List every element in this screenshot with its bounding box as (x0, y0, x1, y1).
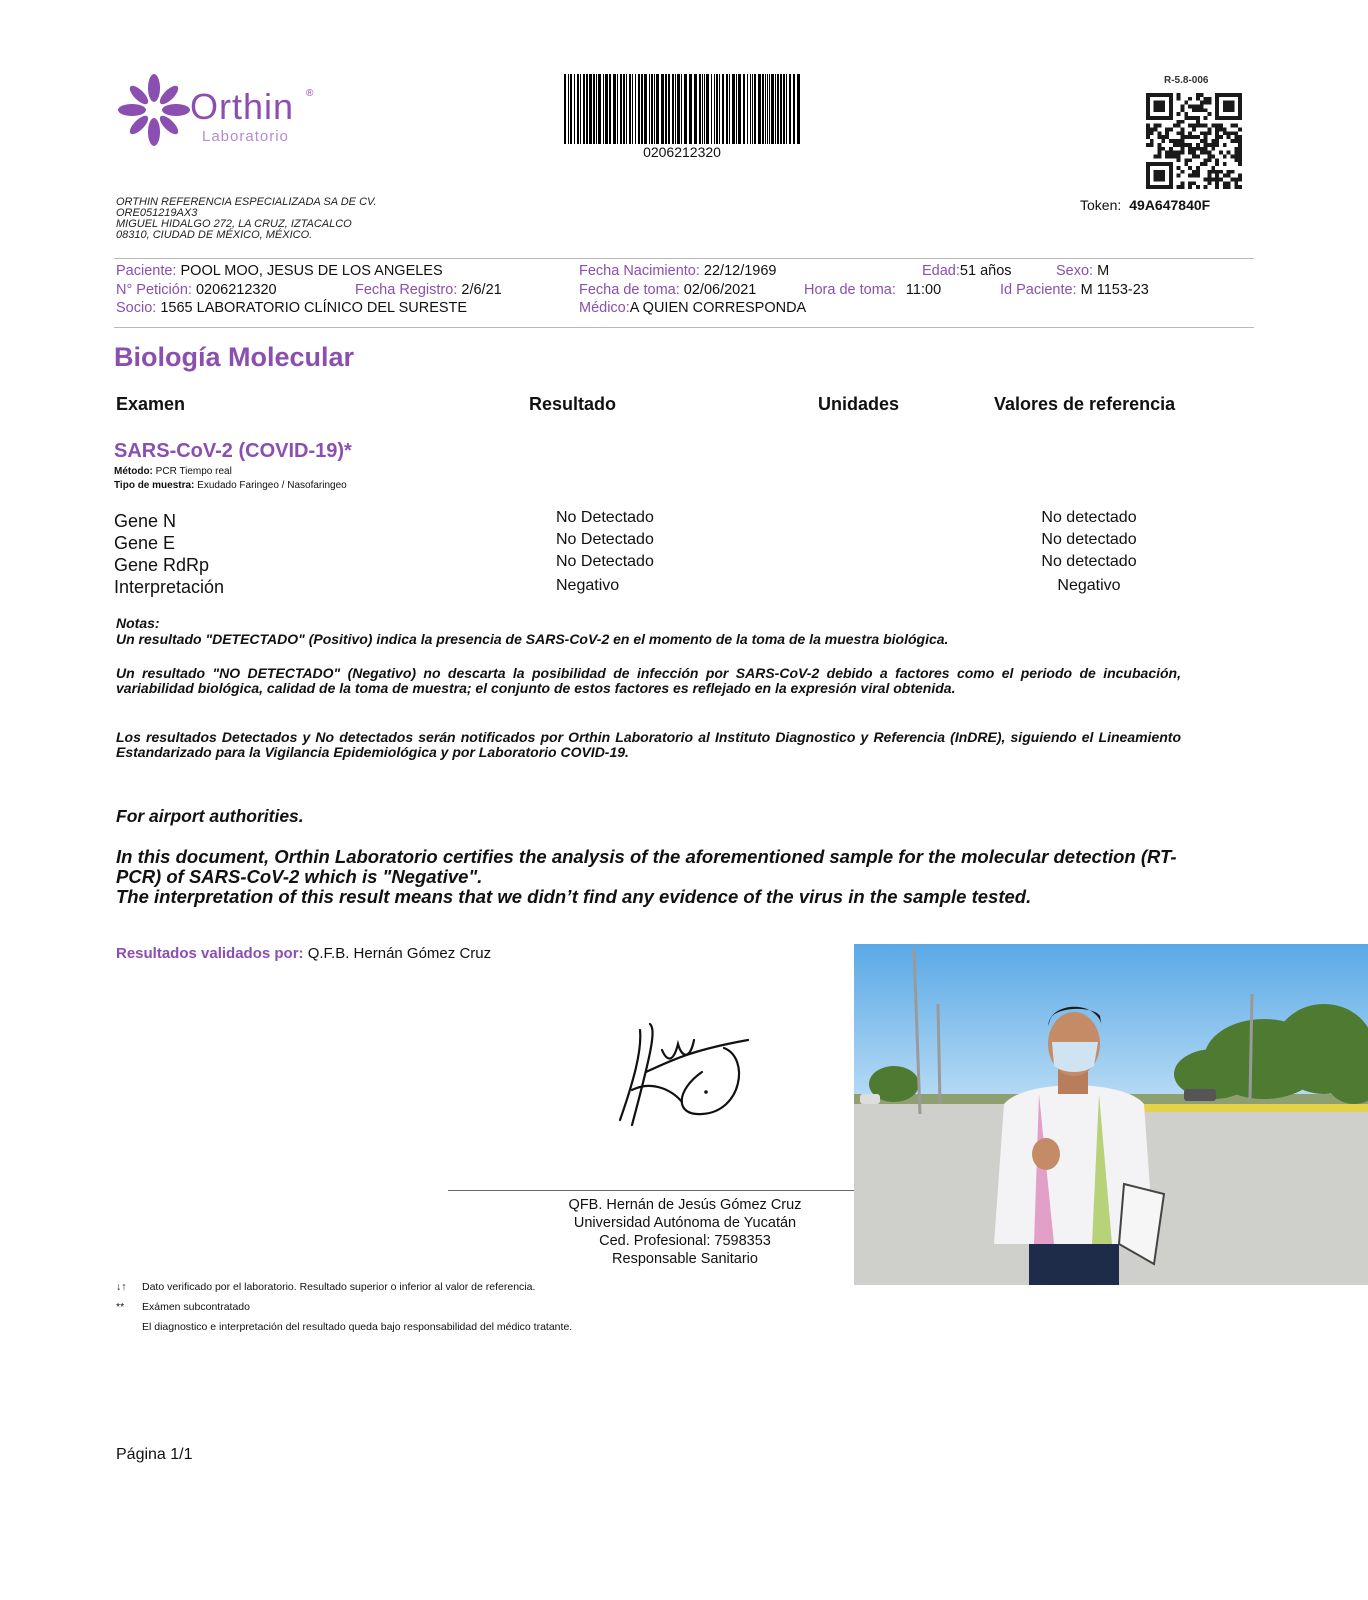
company-name: ORTHIN REFERENCIA ESPECIALIZADA SA DE CV. (116, 196, 377, 208)
token-label: Token: (1080, 197, 1122, 213)
validated-by (116, 945, 491, 962)
footnote-2-text: Exámen subcontratado (142, 1301, 250, 1313)
patient-name-value: POOL MOO, JESUS DE LOS ANGELES (180, 263, 443, 279)
column-header-resultado: Resultado (529, 394, 617, 414)
result-row-value: No Detectado (556, 531, 654, 548)
sample-date-value: 02/06/2021 (683, 282, 757, 298)
signature-line (448, 1190, 856, 1191)
registration-value: 2/6/21 (461, 282, 502, 298)
sample-date (579, 282, 756, 298)
patient-id-value: M 1153-23 (1080, 282, 1149, 298)
sex (1056, 263, 1109, 279)
footnote-2-symbol: ** (116, 1301, 125, 1313)
note-2: Un resultado "NO DETECTADO" (Negativo) no descarta la posibilidad de infección por SARS-CoV-2 debido a factores como el periodo de incubación, variabilidad biológica, calidad de la toma de muestra; el conjunto de estos factores es reflejado en la expresión viral obtenida. (116, 665, 1181, 696)
sample-time-value: 11:00 (905, 282, 942, 298)
doctor-value: A QUIEN CORRESPONDA (629, 300, 807, 316)
petition-value: 0206212320 (195, 282, 277, 298)
sex-label: Sexo: (1056, 263, 1094, 279)
result-row-reference: Negativo (1057, 577, 1121, 594)
registration-date (355, 282, 502, 298)
column-header-examen: Examen (116, 394, 186, 414)
patient-name-label: Paciente: (116, 263, 177, 279)
test-name: SARS-CoV-2 (COVID-19)* (114, 440, 352, 462)
result-row-value: Negativo (556, 577, 620, 594)
test-method-label: Método: (114, 466, 153, 477)
company-rfc: ORE051219AX3 (116, 207, 198, 219)
signer-role: Responsable Sanitario (612, 1251, 758, 1267)
page-number: Página 1/1 (116, 1446, 193, 1463)
petition-number (116, 282, 277, 298)
signer-cedula: Ced. Profesional: 7598353 (599, 1233, 771, 1249)
patient-id (1000, 282, 1149, 298)
logo-wordmark: Orthin (190, 86, 295, 127)
socio-value: 1565 LABORATORIO CLÍNICO DEL SURESTE (160, 300, 468, 316)
logo-subtext: Laboratorio (202, 128, 289, 145)
signer-university: Universidad Autónoma de Yucatán (573, 1215, 797, 1231)
company-address-2: 08310, CIUDAD DE MÉXICO, MÉXICO. (116, 229, 313, 241)
test-method (114, 466, 232, 477)
result-row-name: Gene RdRp (114, 555, 210, 575)
doctor-label: Médico: (579, 300, 630, 316)
token (1080, 197, 1210, 213)
person-photo (854, 944, 1368, 1285)
age (922, 263, 1012, 279)
note-3: Los resultados Detectados y No detectados serán notificados por Orthin Laboratorio al Instituto Diagnostico y Referencia (InDRE), siguiendo el Lineamiento Estandarizado para la Vigilancia Epidemiológica y por Laboratorio COVID-19. (116, 729, 1181, 760)
company-address-1: MIGUEL HIDALGO 272, LA CRUZ, IZTACALCO (116, 218, 352, 230)
result-row-reference: No detectado (1041, 509, 1137, 526)
footnote-3: El diagnostico e interpretación del resultado queda bajo responsabilidad del médico tratante. (142, 1321, 573, 1333)
airport-certification-line-1: In this document, Orthin Laboratorio certifies the analysis of the aforementioned sample for the molecular detection (RT-PCR) of SARS-CoV-2 which is "Negative". (116, 846, 1177, 887)
age-label: Edad: (922, 263, 960, 279)
registration-label: Fecha Registro: (355, 282, 458, 298)
signer-name: QFB. Hernán de Jesús Gómez Cruz (568, 1197, 802, 1213)
signer-block (540, 1196, 830, 1268)
footnote-2 (116, 1301, 250, 1313)
result-row-name: Gene N (114, 511, 177, 531)
patient-id-label: Id Paciente: (1000, 282, 1077, 298)
test-method-value: PCR Tiempo real (155, 466, 232, 477)
petition-label: N° Petición: (116, 282, 192, 298)
note-1: Un resultado "DETECTADO" (Positivo) indica la presencia de SARS-CoV-2 en el momento de la toma de la muestra biológica. (116, 631, 949, 647)
result-row-name: Interpretación (114, 577, 225, 597)
sample-date-label: Fecha de toma: (579, 282, 680, 298)
birth-date-value: 22/12/1969 (703, 263, 777, 279)
form-code: R-5.8-006 (1164, 75, 1209, 86)
sample-type (114, 480, 347, 491)
sample-type-label: Tipo de muestra: (114, 480, 195, 491)
result-row-name: Gene E (114, 533, 176, 553)
column-header-unidades: Unidades (818, 394, 900, 414)
qr-code-icon (1146, 93, 1242, 189)
barcode-number: 0206212320 (643, 144, 721, 160)
barcode-icon (564, 74, 800, 144)
divider (114, 327, 1254, 328)
result-row-reference: No detectado (1041, 531, 1137, 548)
logo-registered-mark: ® (306, 88, 314, 99)
doctor (579, 300, 806, 316)
column-header-referencia: Valores de referencia (994, 394, 1176, 414)
divider (114, 258, 1254, 259)
notes-label: Notas: (116, 615, 160, 631)
result-row-reference: No detectado (1041, 553, 1137, 570)
footnote-1-symbol: ↓↑ (116, 1281, 127, 1293)
footnote-1 (116, 1281, 535, 1293)
airport-heading: For airport authorities. (116, 806, 304, 826)
footnote-1-text: Dato verificado por el laboratorio. Resultado superior o inferior al valor de referencia. (142, 1281, 536, 1293)
signature-icon (612, 1020, 762, 1132)
validated-by-value: Q.F.B. Hernán Gómez Cruz (307, 945, 492, 962)
result-row-value: No Detectado (556, 553, 654, 570)
socio-label: Socio: (116, 300, 157, 316)
airport-certification-line-2: The interpretation of this result means that we didn’t find any evidence of the virus in the sample tested. (116, 886, 1032, 907)
result-row-value: No Detectado (556, 509, 654, 526)
age-value: 51 años (959, 263, 1012, 279)
birth-date (579, 263, 777, 279)
company-info (116, 197, 377, 241)
sample-type-value: Exudado Faringeo / Nasofaringeo (197, 480, 347, 491)
section-title: Biología Molecular (114, 342, 355, 372)
birth-date-label: Fecha Nacimiento: (579, 263, 700, 279)
sample-time (804, 282, 941, 298)
airport-certification (116, 847, 1186, 907)
validated-by-label: Resultados validados por: (116, 945, 304, 962)
token-value: 49A647840F (1129, 197, 1211, 213)
patient-name (116, 263, 443, 279)
sample-time-label: Hora de toma: (804, 282, 896, 298)
socio (116, 300, 467, 316)
sex-value: M (1097, 263, 1110, 279)
